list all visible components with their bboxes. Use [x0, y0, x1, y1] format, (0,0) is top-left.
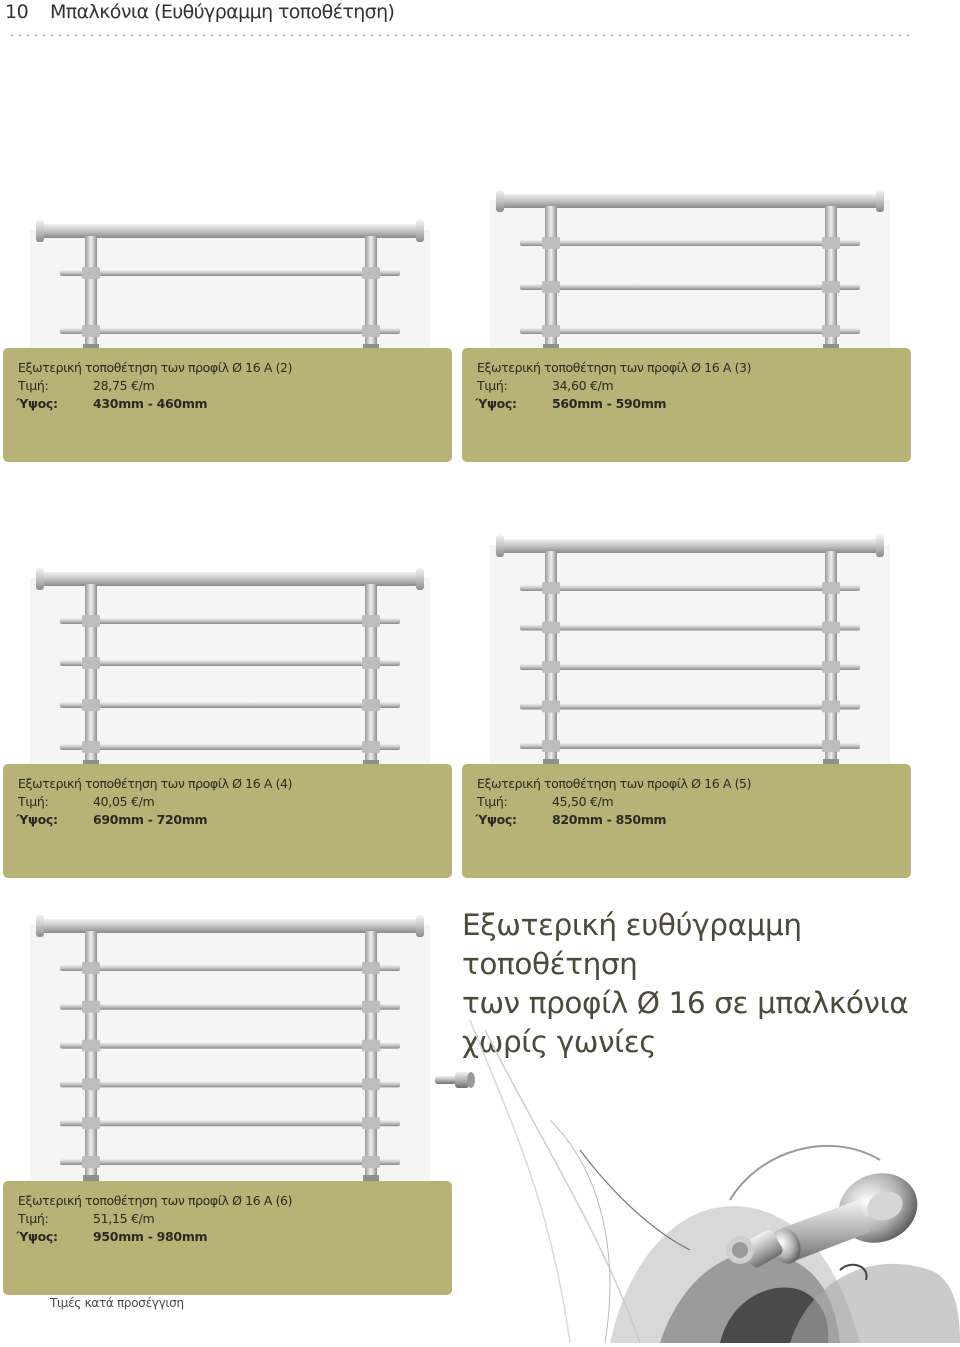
price-disclaimer: Τιμές κατά προσέγγιση: [50, 1296, 184, 1310]
horizontal-rail: [60, 328, 400, 334]
horizontal-rail: [60, 1004, 400, 1010]
height-label: ΄Υψος:: [14, 812, 58, 827]
price-label: Τιμή:: [477, 794, 508, 809]
horizontal-rail: [520, 284, 860, 290]
height-value: 950mm - 980mm: [93, 1229, 208, 1244]
horizontal-rail: [60, 1043, 400, 1049]
price-value: 51,15 €/m: [93, 1211, 155, 1226]
price-value: 34,60 €/m: [552, 378, 614, 393]
page-header: [0, 0, 960, 40]
handrail: [500, 539, 880, 553]
product-card-3: [462, 348, 911, 462]
page-number: 10: [5, 1, 29, 23]
handrail: [40, 919, 420, 933]
page-title: Μπαλκόνια (Ευθύγραμμη τοποθέτηση): [50, 1, 395, 23]
product-title: Εξωτερική τοποθέτηση των προφίλ Ø 16 A (5): [477, 776, 752, 791]
horizontal-rail: [60, 660, 400, 666]
height-label: ΄Υψος:: [14, 1229, 58, 1244]
height-value: 430mm - 460mm: [93, 396, 208, 411]
product-title: Εξωτερική τοποθέτηση των προφίλ Ø 16 A (2): [18, 360, 293, 375]
price-value: 28,75 €/m: [93, 378, 155, 393]
horizontal-rail: [520, 240, 860, 246]
horizontal-rail: [60, 702, 400, 708]
height-value: 820mm - 850mm: [552, 812, 667, 827]
post: [365, 584, 377, 764]
feature-heading-line-1: Εξωτερική ευθύγραμμη τοποθέτηση: [462, 908, 802, 981]
product-card-6: [3, 1181, 452, 1295]
height-value: 690mm - 720mm: [93, 812, 208, 827]
handrail: [40, 572, 420, 586]
product-card-5: [462, 764, 911, 878]
height-label: ΄Υψος:: [14, 396, 58, 411]
post: [85, 584, 97, 764]
price-label: Τιμή:: [18, 794, 49, 809]
price-value: 45,50 €/m: [552, 794, 614, 809]
feature-heading-line-2: των προφίλ Ø 16 σε μπαλκόνια: [462, 986, 909, 1020]
price-label: Τιμή:: [18, 1211, 49, 1226]
horizontal-rail: [60, 618, 400, 624]
horizontal-rail: [60, 1081, 400, 1087]
railing-illustration-4: [30, 558, 430, 766]
horizontal-rail: [520, 585, 860, 591]
horizontal-rail: [520, 625, 860, 631]
dotted-divider: [8, 34, 914, 36]
feature-heading-line-3: χωρίς γωνίες: [462, 1025, 657, 1059]
railing-illustration-2: [30, 210, 430, 350]
price-label: Τιμή:: [18, 378, 49, 393]
product-title: Εξωτερική τοποθέτηση των προφίλ Ø 16 A (3): [477, 360, 752, 375]
price-value: 40,05 €/m: [93, 794, 155, 809]
horizontal-rail: [60, 744, 400, 750]
horizontal-rail: [60, 965, 400, 971]
railing-illustration-5: [490, 525, 890, 765]
railing-illustration-6: [30, 905, 430, 1181]
product-card-4: [3, 764, 452, 878]
handrail: [500, 194, 880, 208]
height-label: ΄Υψος:: [473, 396, 517, 411]
horizontal-rail: [520, 664, 860, 670]
railing-illustration-3: [490, 180, 890, 350]
price-label: Τιμή:: [477, 378, 508, 393]
decorative-swirl: [430, 1000, 960, 1347]
horizontal-rail: [60, 1159, 400, 1165]
horizontal-rail: [60, 1120, 400, 1126]
handrail: [40, 224, 420, 238]
horizontal-rail: [520, 743, 860, 749]
horizontal-rail: [60, 270, 400, 276]
product-card-2: [3, 348, 452, 462]
height-value: 560mm - 590mm: [552, 396, 667, 411]
product-title: Εξωτερική τοποθέτηση των προφίλ Ø 16 A (6): [18, 1193, 293, 1208]
product-title: Εξωτερική τοποθέτηση των προφίλ Ø 16 A (4): [18, 776, 293, 791]
horizontal-rail: [520, 704, 860, 710]
height-label: ΄Υψος:: [473, 812, 517, 827]
horizontal-rail: [520, 328, 860, 334]
